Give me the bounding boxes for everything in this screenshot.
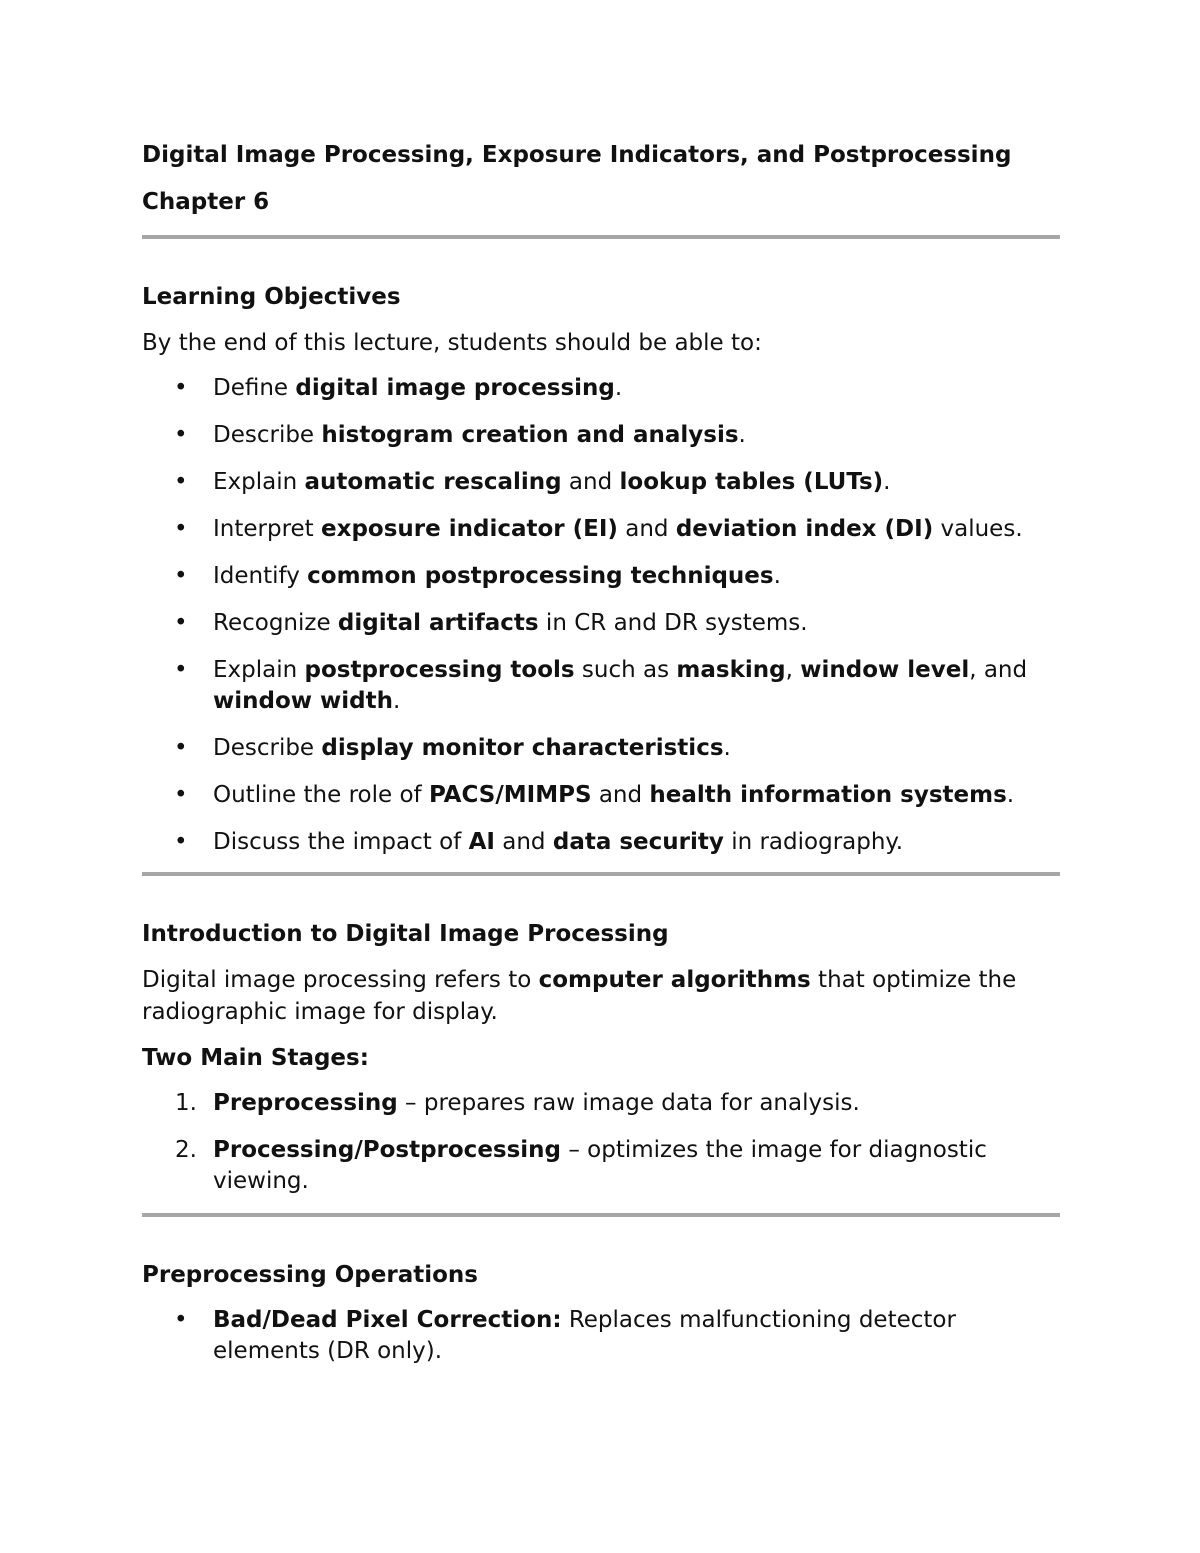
objective-item [142, 655, 1060, 717]
stages-heading: Two Main Stages: [142, 1045, 369, 1071]
bold-text: window level [800, 657, 970, 683]
text-run: Describe [213, 735, 322, 761]
bold-text: Preprocessing [213, 1090, 398, 1116]
objective-item [142, 780, 1060, 811]
bold-text: digital image processing [295, 375, 615, 401]
text-run: that optimize the radiographic image for display. [142, 967, 1017, 1025]
bullet-icon: • [174, 563, 188, 589]
bullet-icon: • [174, 829, 188, 855]
bullet-icon: • [174, 1307, 188, 1333]
divider [142, 235, 1060, 239]
text-run: and [494, 829, 553, 855]
text-run: and [617, 516, 676, 542]
text-run: and [591, 782, 650, 808]
bold-text: Processing/Postprocessing [213, 1137, 562, 1163]
text-run: Outline the role of [213, 782, 429, 808]
bold-text: health information systems [649, 782, 1007, 808]
bullet-icon: • [174, 469, 188, 495]
text-run: Define [213, 375, 296, 401]
text-run: Describe [213, 422, 322, 448]
objectives-list [142, 373, 1060, 858]
bold-text: computer algorithms [538, 967, 811, 993]
bullet-icon: • [174, 516, 188, 542]
preprocessing-item [142, 1305, 1060, 1367]
bold-text: digital artifacts [337, 610, 539, 636]
divider [142, 1213, 1060, 1217]
text-run: Replaces malfunctioning detector elements (DR only). [213, 1307, 956, 1364]
text-run: in radiography. [723, 829, 904, 855]
text-run: , [785, 657, 801, 683]
list-number: 1. [175, 1090, 197, 1116]
objectives-intro: By the end of this lecture, students should be able to: [142, 330, 762, 356]
objective-item [142, 733, 1060, 764]
text-run: . [773, 563, 781, 589]
text-run: . [614, 375, 623, 401]
text-run: values. [933, 516, 1023, 542]
stages-list [142, 1088, 1060, 1197]
text-run: in CR and DR systems. [538, 610, 808, 636]
bullet-icon: • [174, 735, 188, 761]
text-run: , and [969, 657, 1028, 683]
text-run: Digital image processing refers to [142, 967, 539, 993]
bullet-icon: • [174, 375, 188, 401]
chapter-label: Chapter 6 [142, 189, 270, 215]
bold-text: postprocessing tools [304, 657, 575, 683]
text-run: Interpret [213, 516, 322, 542]
bold-text: exposure indicator (EI) [321, 516, 618, 542]
text-run: and [561, 469, 620, 495]
bold-text: automatic rescaling [304, 469, 562, 495]
bold-text: histogram creation and analysis [321, 422, 739, 448]
bold-text: common postprocessing techniques [307, 563, 774, 589]
text-run: – optimizes the image for diagnostic viewing. [213, 1137, 987, 1194]
bold-text: Bad/Dead Pixel Correction: [213, 1307, 562, 1333]
bullet-icon: • [174, 782, 188, 808]
text-run: Explain [213, 657, 305, 683]
bold-text: lookup tables (LUTs) [619, 469, 884, 495]
text-run: . [883, 469, 891, 495]
preprocessing-heading: Preprocessing Operations [142, 1262, 478, 1288]
text-run: . [723, 735, 731, 761]
intro-paragraph [142, 964, 1060, 1028]
objective-item [142, 608, 1060, 639]
text-run: – prepares raw image data for analysis. [397, 1090, 860, 1116]
bullet-icon: • [174, 610, 188, 636]
bold-text: PACS/MIMPS [428, 782, 592, 808]
text-run: . [393, 688, 401, 714]
bold-text: deviation index (DI) [675, 516, 934, 542]
document-title: Digital Image Processing, Exposure Indicators, and Postprocessing [142, 142, 1012, 168]
objective-item [142, 420, 1060, 451]
bold-text: window width [213, 688, 393, 714]
objective-item [142, 467, 1060, 498]
stage-item [142, 1088, 1060, 1119]
text-run: . [738, 422, 746, 448]
bold-text: AI [468, 829, 495, 855]
text-run: Discuss the impact of [213, 829, 469, 855]
bullet-icon: • [174, 422, 188, 448]
text-run: . [1006, 782, 1015, 808]
divider [142, 872, 1060, 876]
text-run: Explain [213, 469, 305, 495]
learning-objectives-heading: Learning Objectives [142, 284, 401, 310]
bold-text: data security [552, 829, 724, 855]
bullet-icon: • [174, 657, 188, 683]
bold-text: display monitor characteristics [321, 735, 724, 761]
list-number: 2. [175, 1137, 197, 1163]
text-run: such as [574, 657, 677, 683]
text-run: Identify [213, 563, 308, 589]
bold-text: masking [676, 657, 786, 683]
objective-item [142, 373, 1060, 404]
document-content [142, 138, 1060, 1367]
objective-item [142, 827, 1060, 858]
objective-item [142, 561, 1060, 592]
preprocessing-list [142, 1305, 1060, 1367]
text-run: Recognize [213, 610, 338, 636]
intro-section-heading: Introduction to Digital Image Processing [142, 921, 669, 947]
stage-item [142, 1135, 1060, 1197]
objective-item [142, 514, 1060, 545]
